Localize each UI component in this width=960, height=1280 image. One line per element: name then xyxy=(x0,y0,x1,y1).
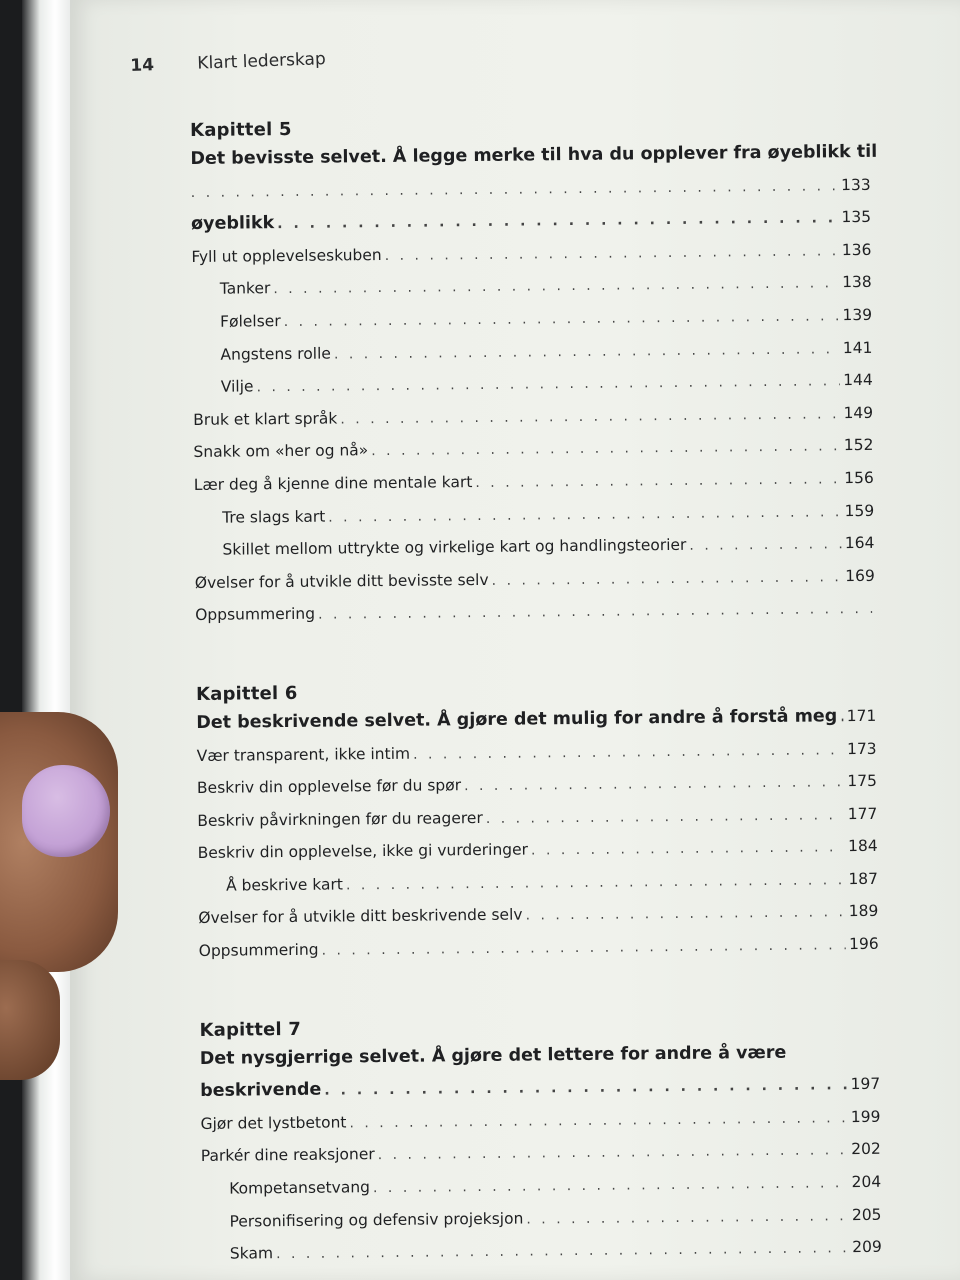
chapter-heading: Kapittel 6 xyxy=(195,682,298,705)
table-of-contents xyxy=(190,113,882,1271)
dot-leader xyxy=(526,1200,849,1236)
dot-leader xyxy=(475,463,841,499)
toc-page-number: 177 xyxy=(847,804,878,823)
toc-entry-title: Øvelser for å utvikle ditt bevisste selv xyxy=(194,570,489,592)
toc-page-number: 171 xyxy=(846,706,877,726)
toc-page-number: 175 xyxy=(847,771,878,791)
chapter-heading: Kapittel 5 xyxy=(190,118,292,141)
running-title: Klart lederskap xyxy=(197,49,327,74)
dot-leader xyxy=(349,1102,848,1140)
toc-page-number: 197 xyxy=(850,1075,881,1094)
toc-entry-title: Vilje xyxy=(220,377,254,396)
dot-leader xyxy=(689,528,842,562)
toc-page-number: 202 xyxy=(851,1140,881,1159)
toc-entry-title: Å beskrive kart xyxy=(225,875,344,895)
toc-page-number: 199 xyxy=(850,1107,881,1126)
toc-entry-title: Vær transparent, ikke intim xyxy=(196,744,411,765)
toc-page-number: 204 xyxy=(851,1172,882,1192)
dot-leader xyxy=(371,431,841,469)
toc-entry-title: Oppsummering xyxy=(195,605,316,625)
toc-page-number: 149 xyxy=(843,403,874,422)
toc-entry-title: Beskriv din opplevelse, ikke gi vurderinger xyxy=(197,840,529,863)
toc-entry-title: Det nysgjerrige selvet. Å gjøre det lettere for andre å være xyxy=(199,1042,787,1069)
toc-entry-title: Skam xyxy=(229,1244,274,1263)
toc-entry-title: Gjør det lystbetont xyxy=(200,1113,347,1133)
finger xyxy=(0,960,60,1080)
toc-entry-title: Tanker xyxy=(219,279,271,299)
toc-page-number: 159 xyxy=(844,501,875,520)
painted-nail xyxy=(22,765,110,857)
toc-page-number: 169 xyxy=(845,566,875,585)
toc-entry-title: Beskriv påvirkningen før du reagerer xyxy=(197,808,483,830)
toc-entry-title: Det beskrivende selvet. Å gjøre det mulig for andre å forstå meg xyxy=(196,706,838,733)
toc-page-number: 184 xyxy=(847,837,878,856)
toc-page-number: 144 xyxy=(843,371,873,390)
dot-leader xyxy=(525,897,846,933)
toc-page-number: 164 xyxy=(844,533,875,553)
toc-page-number: 141 xyxy=(842,338,873,357)
toc-entry-title: Personifisering og defensiv projeksjon xyxy=(229,1209,524,1231)
toc-entry-title: Skillet mellom uttrykte og virkelige kart og handlingsteorier xyxy=(222,535,687,559)
chapter-gap xyxy=(199,960,880,1019)
toc-page-number: 189 xyxy=(848,902,879,921)
toc-page-number: 173 xyxy=(846,739,877,758)
dot-leader xyxy=(318,593,872,631)
dot-leader xyxy=(340,398,841,436)
dot-leader xyxy=(324,1069,848,1107)
chapter-gap xyxy=(195,625,876,684)
toc-entry-title: Kompetansetvang xyxy=(229,1178,371,1198)
toc-entry-title: Lær deg å kjenne dine mentale kart xyxy=(193,473,473,494)
toc-page-number: 152 xyxy=(843,436,874,455)
toc-entry-title: beskrivende xyxy=(200,1079,322,1102)
toc-page-number: 156 xyxy=(844,468,874,488)
toc-entry xyxy=(199,928,879,968)
toc-entry-title: Parkér dine reaksjoner xyxy=(200,1145,375,1166)
dot-leader xyxy=(491,561,842,597)
page-number: 14 xyxy=(130,55,155,76)
toc-entry-title: øyeblikk xyxy=(190,213,275,235)
toc-entry-title: Angstens rolle xyxy=(220,344,331,364)
dot-leader xyxy=(385,235,839,272)
dot-leader xyxy=(346,864,846,902)
dot-leader xyxy=(531,831,845,867)
toc-page-number: 133 xyxy=(841,175,871,194)
dot-leader xyxy=(373,1167,849,1205)
dot-leader xyxy=(464,766,845,803)
dot-leader xyxy=(840,701,844,734)
toc-entry-title: Oppsummering xyxy=(198,940,319,961)
toc-entry-title: Fyll ut opplevelseskuben xyxy=(191,245,382,266)
toc-entry-title: Beskriv din opplevelse før du spør xyxy=(196,776,462,798)
toc-page-number: 139 xyxy=(842,305,873,325)
toc-entry-title: Det bevisste selvet. Å legge merke til hva du opplever fra øyeblikk til xyxy=(190,141,878,169)
toc-page-number: 187 xyxy=(848,869,879,889)
dot-leader xyxy=(334,333,840,371)
toc-entry-title: Snakk om «her og nå» xyxy=(193,441,369,462)
dot-leader xyxy=(378,1135,849,1173)
chapter-heading: Kapittel 7 xyxy=(199,1018,302,1041)
dot-leader xyxy=(328,496,842,534)
toc-page-number: 209 xyxy=(852,1238,882,1257)
toc-entry-title: Følelser xyxy=(220,312,281,331)
toc-entry-title: Bruk et klart språk xyxy=(193,409,338,429)
dot-leader xyxy=(486,799,845,835)
toc-page-number: 205 xyxy=(851,1205,882,1224)
toc-page-number: 196 xyxy=(848,934,879,954)
dot-leader xyxy=(413,734,844,771)
toc-entry-title: Tre slags kart xyxy=(222,507,326,527)
toc-entry xyxy=(195,592,875,632)
toc-page-number: 136 xyxy=(841,240,872,259)
toc-page-number: 135 xyxy=(841,208,872,227)
toc-entry-title: Øvelser for å utvikle ditt beskrivende selv xyxy=(198,906,523,928)
dot-leader xyxy=(276,1232,850,1271)
dot-leader xyxy=(321,929,846,967)
toc-page-number: 138 xyxy=(842,273,872,292)
